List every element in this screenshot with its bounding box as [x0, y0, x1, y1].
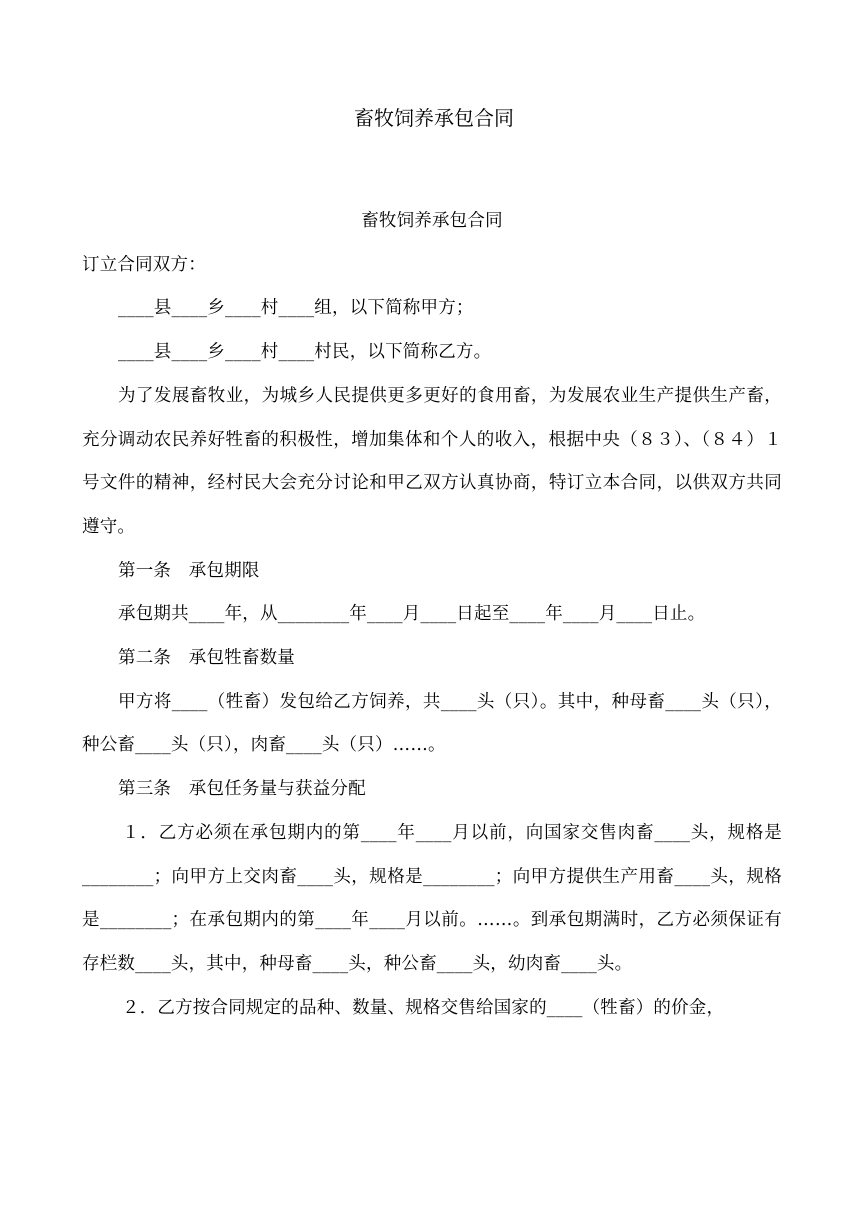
article-1-heading: 第一条 承包期限: [118, 560, 260, 581]
parties-intro: 订立合同双方：: [82, 254, 206, 275]
article-1-text: 承包期共____年，从________年____月____日起至____年____月____日止。: [118, 604, 706, 625]
document-title: 畜牧饲养承包合同: [354, 106, 514, 130]
contract-body: [82, 200, 782, 1030]
article-3-item-1: １．乙方必须在承包期内的第____年____月以前，向国家交售肉畜____头，规格是________；向甲方上交肉畜____头，规格是________；向甲方提供生产用畜____头，规格是________；在承包期内的第____年____月以前。……。到承包期满时，乙方必须保证有存栏数____头，其中，种母畜____头，种公畜____头，幼肉畜____头。: [82, 822, 782, 974]
party-b-line: ____县____乡____村____村民，以下简称乙方。: [118, 342, 492, 363]
article-2-text: 甲方将____（牲畜）发包给乙方饲养，共____头（只）。其中，种母畜____头（只），种公畜____头（只），肉畜____头（只）……。: [82, 691, 782, 756]
preamble-paragraph: 为了发展畜牧业，为城乡人民提供更多更好的食用畜，为发展农业生产提供生产畜，充分调动农民养好牲畜的积极性，增加集体和个人的收入，根据中央（８３）、（８４）１号文件的精神，经村民大会充分讨论和甲乙双方认真协商，特订立本合同，以供双方共同遵守。: [82, 385, 782, 537]
party-a-line: ____县____乡____村____组，以下简称甲方；: [118, 298, 474, 319]
article-3-item-2: ２．乙方按合同规定的品种、数量、规格交售给国家的____（牲畜）的价金，: [122, 997, 725, 1018]
article-3-heading: 第三条 承包任务量与获益分配: [118, 779, 366, 800]
contract-subtitle: 畜牧饲养承包合同: [361, 211, 503, 231]
article-2-heading: 第二条 承包牲畜数量: [118, 648, 295, 669]
